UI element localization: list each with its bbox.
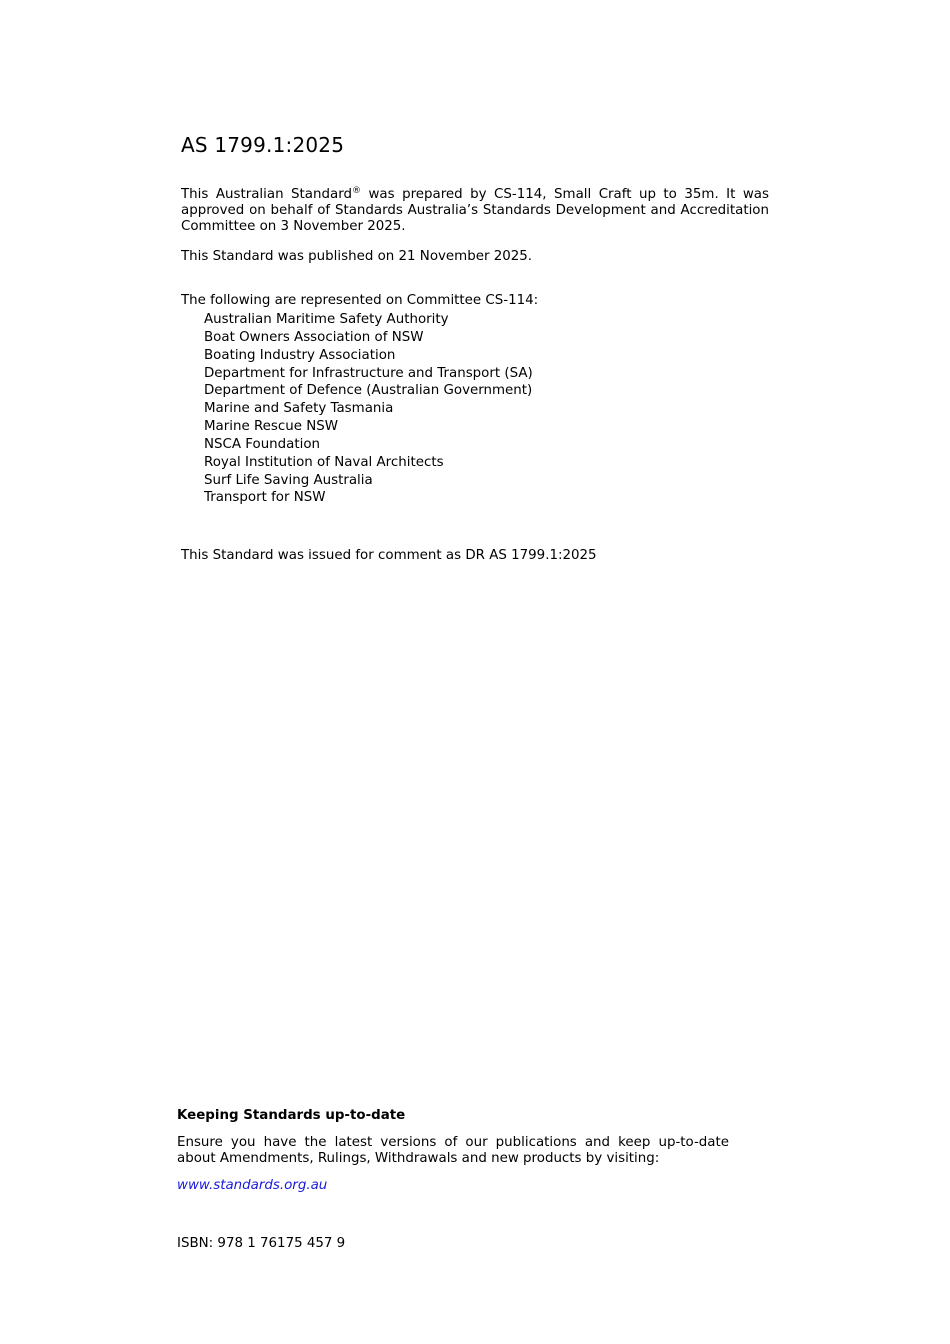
committee-member: Surf Life Saving Australia bbox=[204, 472, 373, 488]
approval-text-end: was prepared by CS-114, Small Craft up to 35m. It was approved on behalf of Standards Australia’s Standards Development and Accreditation Committee on 3 November 2025. bbox=[181, 187, 769, 234]
publication-date-statement: This Standard was published on 21 November 2025. bbox=[181, 249, 533, 264]
committee-member-list bbox=[204, 311, 533, 507]
keeping-up-to-date-text: Ensure you have the latest versions of our publications and keep up-to-date about Amendments, Rulings, Withdrawals and new products by visiting: bbox=[177, 1135, 729, 1166]
issued-for-comment-statement: This Standard was issued for comment as DR AS 1799.1:2025 bbox=[181, 548, 597, 563]
registered-trademark-symbol: ® bbox=[351, 186, 361, 196]
committee-member: Department for Infrastructure and Transport (SA) bbox=[204, 365, 533, 381]
committee-member: Department of Defence (Australian Government) bbox=[204, 383, 533, 399]
committee-member: NSCA Foundation bbox=[204, 436, 321, 452]
committee-member: Australian Maritime Safety Authority bbox=[204, 312, 449, 327]
keeping-up-to-date-heading: Keeping Standards up-to-date bbox=[177, 1108, 406, 1123]
standards-website-link[interactable]: www.standards.org.au bbox=[177, 1178, 328, 1193]
approval-statement bbox=[181, 187, 769, 235]
committee-member: Transport for NSW bbox=[204, 490, 326, 506]
committee-member: Marine and Safety Tasmania bbox=[204, 401, 394, 417]
isbn-number: ISBN: 978 1 76175 457 9 bbox=[177, 1236, 346, 1251]
committee-member: Boat Owners Association of NSW bbox=[204, 329, 424, 345]
committee-member: Royal Institution of Naval Architects bbox=[204, 454, 444, 470]
committee-member: Boating Industry Association bbox=[204, 347, 396, 363]
committee-member: Marine Rescue NSW bbox=[204, 419, 338, 435]
committee-intro: The following are represented on Committee CS-114: bbox=[181, 293, 539, 308]
approval-text-start: This Australian Standard bbox=[181, 187, 352, 202]
document-title: AS 1799.1:2025 bbox=[181, 133, 345, 157]
